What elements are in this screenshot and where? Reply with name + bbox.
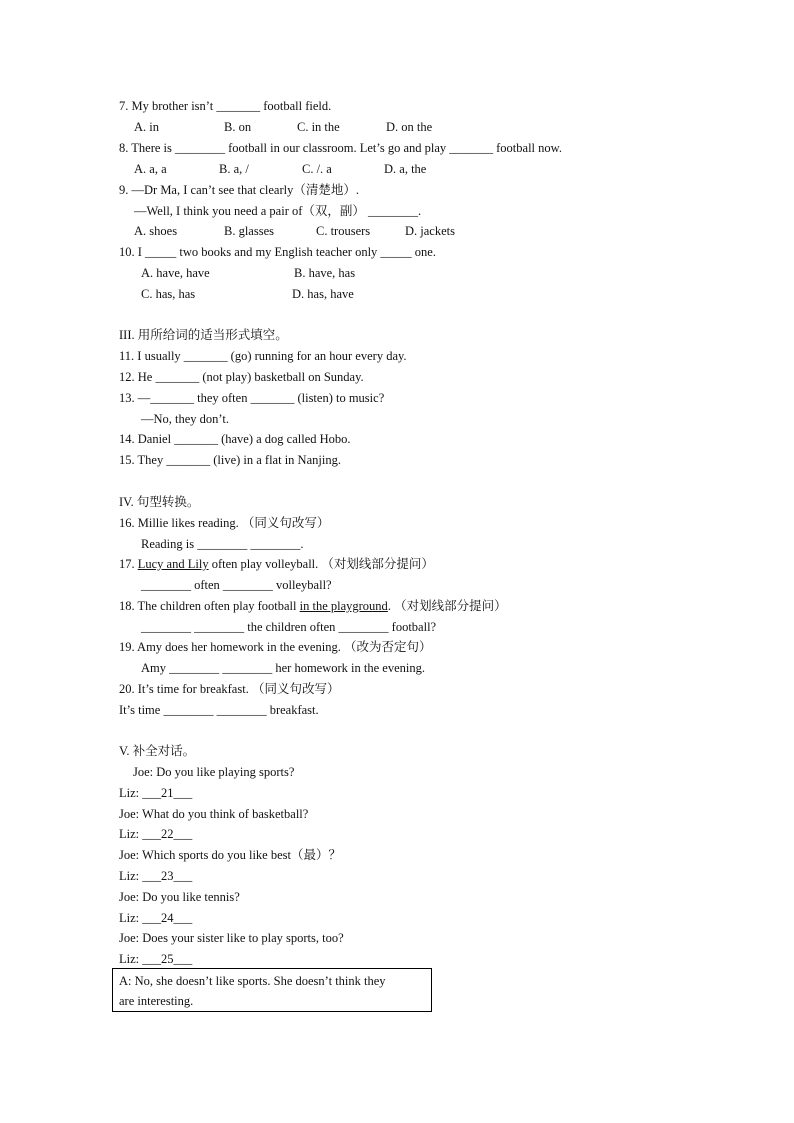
- q19-answer: Amy ________ ________ her homework in the evening.: [141, 661, 425, 675]
- q14: 14. Daniel _______ (have) a dog called Hobo.: [119, 432, 351, 446]
- section-4-heading: IV. 句型转换。: [119, 495, 200, 509]
- q10-option-c: C. has, has: [141, 287, 196, 301]
- q8-stem: 8. There is ________ football in our classroom. Let’s go and play _______ football now.: [119, 141, 562, 155]
- q17-rest: often play volleyball. （对划线部分提问）: [208, 557, 434, 571]
- dialogue-line: Liz: ___24___: [119, 911, 193, 925]
- q17-stem: [119, 556, 434, 572]
- q9-stem-question: 9. —Dr Ma, I can’t see that clearly（清楚地）.: [119, 183, 359, 197]
- answer-option-line: A: No, she doesn’t like sports. She doesn’t think they: [119, 974, 386, 988]
- answer-option-box: [112, 968, 432, 1012]
- section-3-heading: III. 用所给词的适当形式填空。: [119, 328, 288, 342]
- q8-option-a: A. a, a: [134, 162, 167, 176]
- q12: 12. He _______ (not play) basketball on Sunday.: [119, 370, 364, 384]
- q8-option-c: C. /. a: [302, 162, 332, 176]
- q16-answer: Reading is ________ ________.: [141, 537, 304, 551]
- dialogue-line: Joe: Do you like playing sports?: [133, 765, 295, 779]
- q19-stem: 19. Amy does her homework in the evening. （改为否定句）: [119, 640, 432, 654]
- dialogue-line: Liz: ___22___: [119, 827, 193, 841]
- q10-option-d: D. has, have: [292, 287, 354, 301]
- dialogue-line: Liz: ___25___: [119, 952, 193, 966]
- q10-stem: 10. I _____ two books and my English teacher only _____ one.: [119, 245, 436, 259]
- q16-stem: 16. Millie likes reading. （同义句改写）: [119, 516, 330, 530]
- q7-stem: 7. My brother isn’t _______ football field.: [119, 99, 332, 113]
- answer-option-line: are interesting.: [119, 994, 194, 1008]
- q9-option-b: B. glasses: [224, 224, 274, 238]
- q10-option-b: B. have, has: [294, 266, 356, 280]
- q7-option-b: B. on: [224, 120, 252, 134]
- q9-option-c: C. trousers: [316, 224, 371, 238]
- q18-stem: [119, 598, 507, 614]
- q9-option-a: A. shoes: [134, 224, 178, 238]
- dialogue-line: Joe: Do you like tennis?: [119, 890, 240, 904]
- q8-option-b: B. a, /: [219, 162, 249, 176]
- q7-option-c: C. in the: [297, 120, 340, 134]
- q10-option-a: A. have, have: [141, 266, 210, 280]
- dialogue-line: Joe: Does your sister like to play sports, too?: [119, 931, 344, 945]
- q17-underlined: Lucy and Lily: [137, 557, 209, 571]
- q17-number: 17.: [119, 557, 138, 571]
- q7-option-a: A. in: [134, 120, 159, 134]
- q9-stem-reply: —Well, I think you need a pair of（双，副） ________.: [134, 204, 422, 218]
- q20-answer: It’s time ________ ________ breakfast.: [119, 703, 319, 717]
- q8-option-d: D. a, the: [384, 162, 427, 176]
- q18-rest: . （对划线部分提问）: [387, 599, 507, 613]
- q18-underlined: in the playground: [299, 599, 388, 613]
- q13-reply: —No, they don’t.: [141, 412, 229, 426]
- dialogue-line: Liz: ___23___: [119, 869, 193, 883]
- dialogue-line: Joe: Which sports do you like best（最）？: [119, 848, 341, 862]
- dialogue-line: Joe: What do you think of basketball?: [119, 807, 309, 821]
- q18-answer: ________ ________ the children often ________ football?: [141, 620, 437, 634]
- q7-option-d: D. on the: [386, 120, 433, 134]
- dialogue-line: Liz: ___21___: [119, 786, 193, 800]
- q20-stem: 20. It’s time for breakfast. （同义句改写）: [119, 682, 340, 696]
- q18-pre: 18. The children often play football: [119, 599, 300, 613]
- q17-answer: ________ often ________ volleyball?: [141, 578, 332, 592]
- section-5-heading: V. 补全对话。: [119, 744, 196, 758]
- q13: 13. —_______ they often _______ (listen) to music?: [119, 391, 385, 405]
- q9-option-d: D. jackets: [405, 224, 455, 238]
- q11: 11. I usually _______ (go) running for an hour every day.: [119, 349, 407, 363]
- q15: 15. They _______ (live) in a flat in Nanjing.: [119, 453, 341, 467]
